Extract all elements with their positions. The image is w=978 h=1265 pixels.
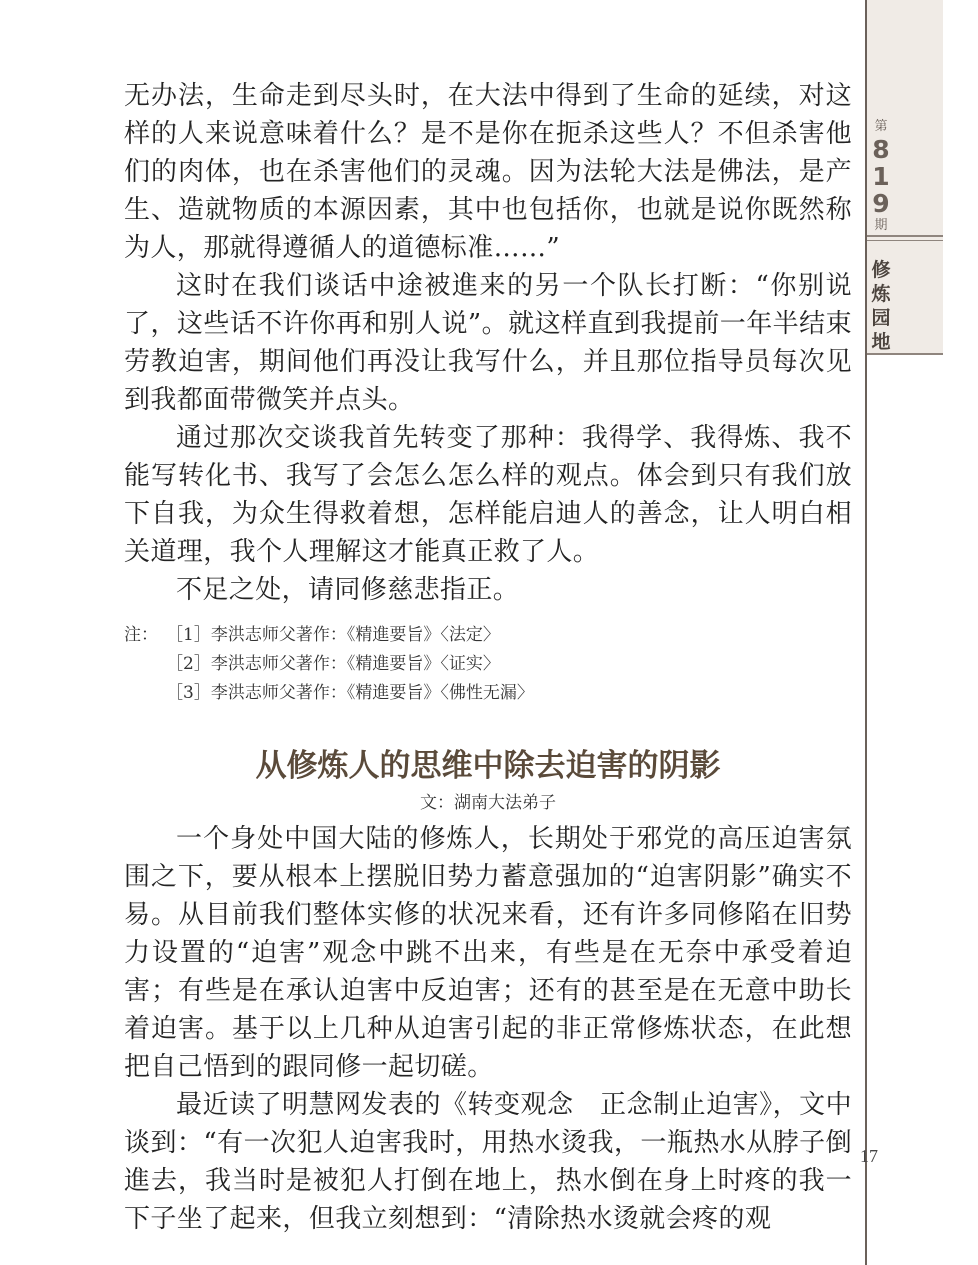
footnote-text: ［2］李洪志师父著作：《精進要旨》〈证实〉 xyxy=(166,654,500,674)
footnote xyxy=(124,621,852,650)
footnote xyxy=(124,650,852,679)
section-char: 地 xyxy=(871,331,891,353)
sidebar-bottom-rule xyxy=(867,353,943,355)
issue-number xyxy=(867,118,895,235)
body-paragraph: 通过那次交谈我首先转变了那种：我得学、我得炼、我不能写转化书、我写了会怎么怎么样的观点。体会到只有我们放下自我，为众生得救着想，怎样能启迪人的善念，让人明白相关道理，我个人理解这才能真正救了人。 xyxy=(124,423,852,567)
page-number: 17 xyxy=(860,1146,878,1166)
issue-suffix: 期 xyxy=(874,218,888,233)
body-paragraph: 最近读了明慧网发表的《转变观念 正念制止迫害》，文中谈到：“有一次犯人迫害我时，用热水烫我，一瓶热水从脖子倒進去，我当时是被犯人打倒在地上，热水倒在身上时疼的我一下子坐了起来，但我立刻想到：“清除热水烫就会疼的观 xyxy=(124,1090,852,1234)
issue-prefix: 第 xyxy=(874,119,888,134)
section-char: 修 xyxy=(871,259,891,281)
footnotes xyxy=(124,621,852,708)
article-title: 从修炼人的思维中除去迫害的阴影 xyxy=(255,748,721,784)
body-paragraph: 不足之处，请同修慈悲指正。 xyxy=(176,575,520,605)
footnote-lead: 注： xyxy=(124,625,158,645)
article-byline: 文：湖南大法弟子 xyxy=(420,793,556,813)
issue-digit: 8 xyxy=(872,135,890,164)
page-content xyxy=(124,77,852,1238)
sidebar xyxy=(865,0,978,1265)
footnote-text: ［1］李洪志师父著作：《精進要旨》〈法定〉 xyxy=(166,625,500,645)
section-char: 炼 xyxy=(871,283,891,305)
footnote-text: ［3］李洪志师父著作：《精進要旨》〈佛性无漏〉 xyxy=(166,683,534,703)
footnote xyxy=(124,679,852,708)
sidebar-divider xyxy=(867,240,943,241)
section-char: 园 xyxy=(871,307,891,329)
body-paragraph: 一个身处中国大陆的修炼人，长期处于邪党的高压迫害氛围之下，要从根本上摆脱旧势力蓄意强加的“迫害阴影”确实不易。从目前我们整体实修的状况来看，还有许多同修陷在旧势力设置的“迫害”观念中跳不出来，有些是在无奈中承受着迫害；有些是在承认迫害中反迫害；还有的甚至是在无意中助长着迫害。基于以上几种从迫害引起的非正常修炼状态，在此想把自己悟到的跟同修一起切磋。 xyxy=(124,824,852,1082)
section-label xyxy=(867,258,895,354)
sidebar-divider xyxy=(867,235,943,237)
issue-digit: 9 xyxy=(872,189,890,218)
body-paragraph: 这时在我们谈话中途被進来的另一个队长打断：“你别说了，这些话不许你再和别人说”。就这样直到我提前一年半结束劳教迫害，期间他们再没让我写什么，并且那位指导员每次见到我都面带微笑并点头。 xyxy=(124,271,852,415)
body-paragraph: 无办法，生命走到尽头时，在大法中得到了生命的延续，对这样的人来说意味着什么？是不是你在扼杀这些人？不但杀害他们的肉体，也在杀害他们的灵魂。因为法轮大法是佛法，是产生、造就物质的本源因素，其中也包括你，也就是说你既然称为人，那就得遵循人的道德标准……” xyxy=(124,81,852,263)
issue-digit: 1 xyxy=(872,162,890,191)
